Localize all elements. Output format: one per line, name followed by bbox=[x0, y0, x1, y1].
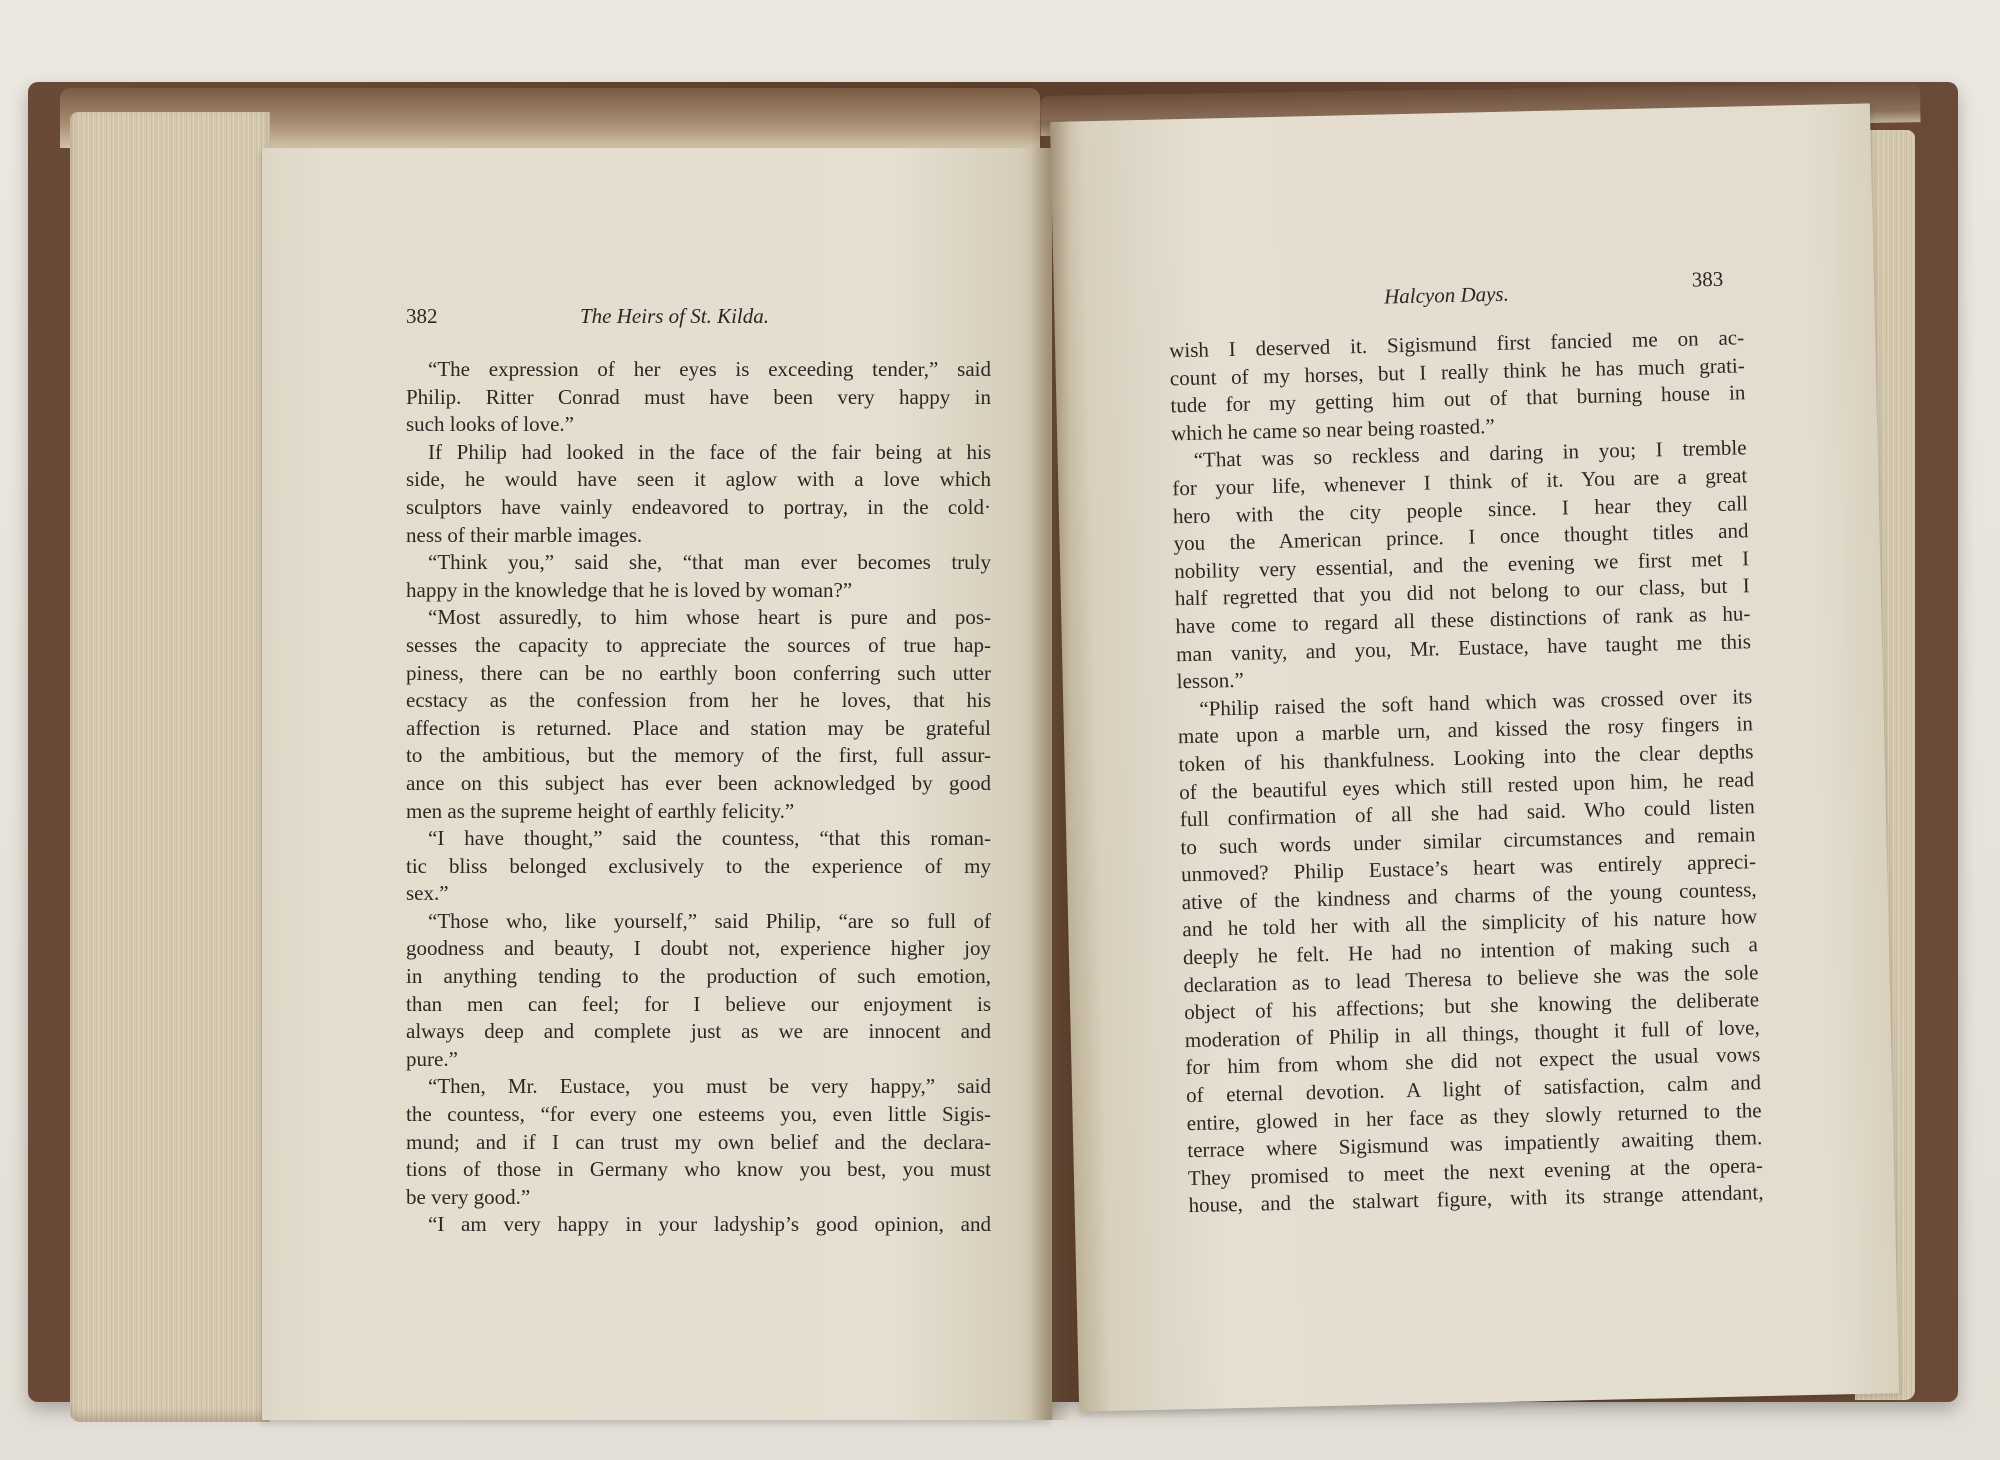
text-line: They promised to meet the next evening at the opera- bbox=[1187, 1152, 1764, 1190]
text-line: always deep and complete just as we are innocent and bbox=[406, 1019, 991, 1044]
text-line: half regretted that you did not belong to our class, but I bbox=[1174, 573, 1750, 611]
text-line: “Those who, like yourself,” said Philip, “are so full of bbox=[428, 908, 991, 933]
text-line: unmoved? Philip Eustace’s heart was entirely appreci- bbox=[1180, 849, 1757, 887]
text-line: goodness and beauty, I doubt not, experience higher joy bbox=[406, 936, 991, 961]
text-line: terrace where Sigismund was impatiently awaiting them. bbox=[1187, 1125, 1763, 1163]
text-line: tic bliss belonged exclusively to the experience of my bbox=[406, 853, 991, 878]
text-line: tude for my getting him out of that burning house in bbox=[1170, 380, 1746, 418]
text-line: have come to regard all these distinctions of rank as hu- bbox=[1175, 601, 1751, 639]
left-running-title: The Heirs of St. Kilda. bbox=[580, 304, 770, 328]
text-line: be very good.” bbox=[406, 1184, 531, 1209]
text-line: piness, there can be no earthly boon conferring such utter bbox=[406, 660, 991, 685]
text-line: and he told her with all the simplicity of his nature how bbox=[1182, 904, 1758, 942]
left-page-text bbox=[406, 356, 991, 1239]
text-line: side, he would have seen it aglow with a love which bbox=[406, 467, 991, 492]
text-line: ecstacy as the confession from her he loves, that his bbox=[406, 688, 991, 713]
text-line: mate upon a marble urn, and kissed the rosy fingers in bbox=[1177, 711, 1754, 749]
text-line: nobility very essential, and the evening we first met I bbox=[1173, 546, 1750, 584]
text-line: “I am very happy in your ladyship’s good opinion, and bbox=[428, 1212, 991, 1237]
text-line: “That was so reckless and daring in you; I tremble bbox=[1193, 435, 1747, 473]
text-line: to such words under similar circumstances and remain bbox=[1180, 821, 1756, 859]
text-line: which he came so near being roasted.” bbox=[1170, 413, 1495, 446]
left-page bbox=[262, 148, 1052, 1420]
text-line: in anything tending to the production of such emotion, bbox=[406, 964, 991, 989]
text-line: affection is returned. Place and station may be grateful bbox=[406, 715, 991, 740]
text-line: declaration as to lead Theresa to believe she was the sole bbox=[1183, 959, 1759, 997]
text-line: If Philip had looked in the face of the fair being at his bbox=[428, 439, 991, 464]
right-page-text bbox=[1169, 324, 1764, 1220]
text-line: you the American prince. I once thought titles and bbox=[1173, 518, 1749, 556]
text-line: sex.” bbox=[406, 881, 449, 906]
text-line: count of my horses, but I really think he has much grati- bbox=[1169, 352, 1745, 390]
text-line: lesson.” bbox=[1176, 667, 1245, 694]
text-line: “I have thought,” said the countess, “that this roman- bbox=[428, 826, 991, 851]
text-line: “Philip raised the soft hand which was crossed over its bbox=[1199, 683, 1753, 721]
right-page-number: 383 bbox=[1691, 266, 1724, 292]
text-line: for your life, whenever I think of it. You are a great bbox=[1172, 463, 1748, 501]
text-line: sesses the capacity to appreciate the sources of true hap- bbox=[406, 632, 991, 657]
left-page-number: 382 bbox=[406, 304, 438, 328]
text-line: “The expression of her eyes is exceeding tender,” said bbox=[428, 357, 991, 381]
text-line: moderation of Philip in all things, thought it full of love, bbox=[1184, 1014, 1760, 1053]
text-line: entire, glowed in her face as they slowly returned to the bbox=[1186, 1097, 1762, 1135]
text-line: happy in the knowledge that he is loved by woman?” bbox=[406, 577, 853, 602]
text-line: ance on this subject has ever been acknowledged by good bbox=[406, 770, 991, 795]
text-line: for him from whom she did not expect the usual vows bbox=[1185, 1042, 1761, 1080]
text-line: “Then, Mr. Eustace, you must be very happy,” said bbox=[428, 1074, 991, 1099]
text-line: full confirmation of all she had said. Who could listen bbox=[1179, 794, 1755, 832]
text-line: “Think you,” said she, “that man ever becomes truly bbox=[428, 550, 991, 575]
text-line: pure.” bbox=[406, 1046, 458, 1071]
text-line: wish I deserved it. Sigismund first fancied me on ac- bbox=[1168, 325, 1745, 363]
text-line: hero with the city people since. I hear they call bbox=[1172, 490, 1749, 528]
text-line: of the beautiful eyes which still rested upon him, he read bbox=[1178, 766, 1755, 804]
text-line: to the ambitious, but the memory of the first, full assur- bbox=[406, 743, 991, 768]
text-line: house, and the stalwart figure, with its strange attendant, bbox=[1188, 1180, 1764, 1218]
text-line: token of his thankfulness. Looking into the clear depths bbox=[1178, 739, 1754, 777]
right-running-title: Halcyon Days. bbox=[1383, 281, 1510, 309]
spine-gutter bbox=[1030, 120, 1070, 1420]
text-line: than men can feel; for I believe our enjoyment is bbox=[406, 991, 991, 1016]
text-line: men as the supreme height of earthly felicity.” bbox=[406, 798, 795, 823]
left-page-stack bbox=[70, 112, 270, 1422]
right-page bbox=[1050, 103, 1899, 1411]
text-line: mund; and if I can trust my own belief and the declara- bbox=[406, 1129, 991, 1154]
text-line: of eternal devotion. A light of satisfaction, calm and bbox=[1185, 1070, 1762, 1108]
text-line: ness of their marble images. bbox=[406, 522, 643, 547]
text-line: the countess, “for every one esteems you, even little Sigis- bbox=[406, 1102, 991, 1127]
text-line: tions of those in Germany who know you best, you must bbox=[406, 1157, 991, 1182]
text-line: sculptors have vainly endeavored to portray, in the cold· bbox=[406, 494, 991, 519]
text-line: “Most assuredly, to him whose heart is pure and pos- bbox=[428, 605, 991, 630]
text-line: man vanity, and you, Mr. Eustace, have taught me this bbox=[1175, 628, 1752, 666]
text-line: Philip. Ritter Conrad must have been very happy in bbox=[406, 384, 991, 409]
text-line: object of his affections; but she knowing the deliberate bbox=[1183, 987, 1760, 1025]
text-line: ative of the kindness and charms of the young countess, bbox=[1181, 877, 1757, 915]
text-line: deeply he felt. He had no intention of making such a bbox=[1182, 932, 1759, 970]
text-line: such looks of love.” bbox=[406, 412, 574, 437]
